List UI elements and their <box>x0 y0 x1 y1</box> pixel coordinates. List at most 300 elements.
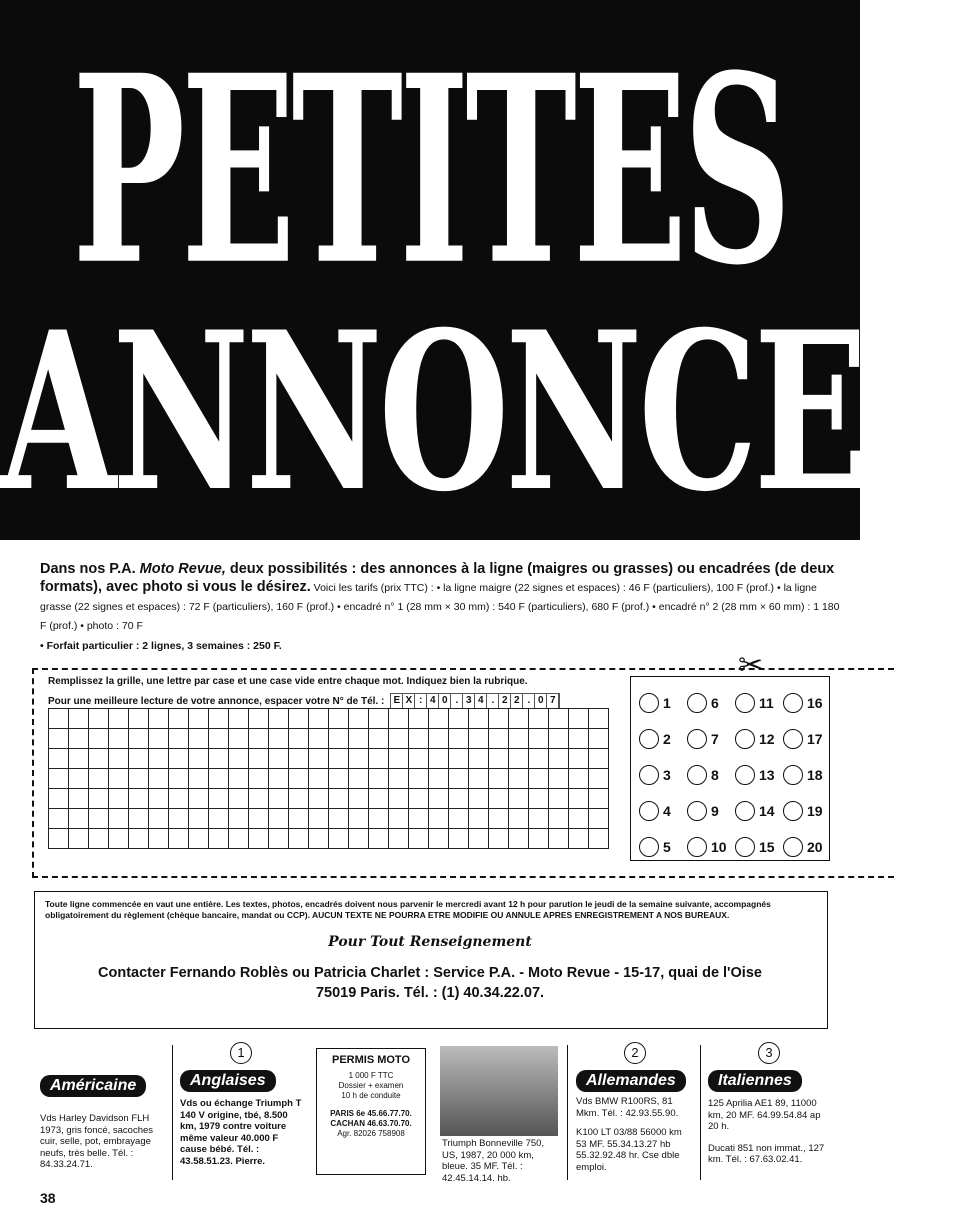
grid-cell[interactable] <box>509 709 529 729</box>
page-number: 38 <box>40 1190 56 1206</box>
grid-cell[interactable] <box>69 709 89 729</box>
rubric-number: 18 <box>807 767 823 783</box>
grid-cell[interactable] <box>549 829 569 849</box>
grid-cell[interactable] <box>349 769 369 789</box>
grid-cell[interactable] <box>449 729 469 749</box>
grid-cell[interactable] <box>509 729 529 749</box>
ad-italiennes-1: 125 Aprilia AE1 89, 11000 km, 20 MF. 64.99.54.84 ap 20 h. <box>708 1098 821 1132</box>
grid-cell[interactable] <box>569 829 589 849</box>
grid-cell[interactable] <box>449 829 469 849</box>
grid-cell[interactable] <box>209 789 229 809</box>
grid-cell[interactable] <box>389 749 409 769</box>
tel-example-char: 3 <box>463 694 475 708</box>
grid-cell[interactable] <box>549 809 569 829</box>
grid-cell[interactable] <box>429 729 449 749</box>
grid-cell[interactable] <box>489 809 509 829</box>
grid-cell[interactable] <box>49 749 69 769</box>
grid-cell[interactable] <box>169 829 189 849</box>
grid-cell[interactable] <box>529 729 549 749</box>
grid-cell[interactable] <box>269 809 289 829</box>
grid-cell[interactable] <box>269 829 289 849</box>
grid-cell[interactable] <box>209 749 229 769</box>
grid-cell[interactable] <box>509 749 529 769</box>
rubric-option[interactable] <box>687 685 735 721</box>
grid-cell[interactable] <box>249 709 269 729</box>
grid-cell[interactable] <box>149 809 169 829</box>
section-number: 1 <box>230 1042 252 1064</box>
grid-cell[interactable] <box>389 809 409 829</box>
grid-cell[interactable] <box>429 749 449 769</box>
form-tel-row <box>48 693 560 709</box>
label-anglaises: Anglaises <box>180 1070 276 1092</box>
grid-cell[interactable] <box>549 709 569 729</box>
hero-title-line2: ANNONCES <box>0 285 968 541</box>
grid-cell[interactable] <box>509 829 529 849</box>
circle-icon <box>735 765 755 785</box>
grid-cell[interactable] <box>129 749 149 769</box>
tel-example-char: 0 <box>439 694 451 708</box>
grid-cell[interactable] <box>209 809 229 829</box>
grid-cell[interactable] <box>489 749 509 769</box>
grid-cell[interactable] <box>209 769 229 789</box>
ad-anglaises: Vds ou échange Triumph T 140 V origine, tbé, 8.500 km, 1979 contre voiture même valeur 40.000 F cause bébé. Tél. : 43.58.51.23. Pierre. <box>180 1098 302 1167</box>
grid-cell[interactable] <box>529 829 549 849</box>
grid-cell[interactable] <box>589 729 609 749</box>
tel-example-char: X <box>403 694 415 708</box>
grid-cell[interactable] <box>89 789 109 809</box>
grid-cell[interactable] <box>369 809 389 829</box>
grid-cell[interactable] <box>189 769 209 789</box>
grid-cell[interactable] <box>429 789 449 809</box>
grid-cell[interactable] <box>289 749 309 769</box>
grid-cell[interactable] <box>249 769 269 789</box>
grid-cell[interactable] <box>349 789 369 809</box>
grid-cell[interactable] <box>329 749 349 769</box>
grid-cell[interactable] <box>469 809 489 829</box>
grid-cell[interactable] <box>189 829 209 849</box>
grid-cell[interactable] <box>469 729 489 749</box>
contact-line1: Contacter Fernando Roblès ou Patricia Charlet : Service P.A. - Moto Revue - 15-17, quai de l'Oise <box>98 965 762 981</box>
grid-cell[interactable] <box>269 789 289 809</box>
grid-cell[interactable] <box>329 709 349 729</box>
grid-cell[interactable] <box>109 769 129 789</box>
grid-cell[interactable] <box>509 789 529 809</box>
grid-cell[interactable] <box>69 809 89 829</box>
grid-cell[interactable] <box>109 789 129 809</box>
tel-example-char: . <box>451 694 463 708</box>
rubric-option[interactable] <box>735 685 783 721</box>
grid-cell[interactable] <box>169 769 189 789</box>
grid-cell[interactable] <box>129 709 149 729</box>
circle-icon <box>639 693 659 713</box>
grid-cell[interactable] <box>189 809 209 829</box>
rubric-number: 7 <box>711 731 719 747</box>
letter-grid[interactable] <box>48 708 609 849</box>
grid-cell[interactable] <box>389 729 409 749</box>
tel-example-char: 7 <box>547 694 559 708</box>
grid-cell[interactable] <box>369 709 389 729</box>
tel-example-char: . <box>523 694 535 708</box>
grid-cell[interactable] <box>89 749 109 769</box>
rubric-number: 11 <box>759 695 774 711</box>
grid-cell[interactable] <box>69 769 89 789</box>
grid-cell[interactable] <box>289 709 309 729</box>
grid-cell[interactable] <box>69 789 89 809</box>
rubric-option[interactable] <box>783 829 831 865</box>
circle-icon <box>735 837 755 857</box>
grid-cell[interactable] <box>269 729 289 749</box>
rubric-number: 17 <box>807 731 823 747</box>
grid-cell[interactable] <box>569 809 589 829</box>
rubric-selector[interactable] <box>630 676 830 861</box>
grid-cell[interactable] <box>309 749 329 769</box>
grid-cell[interactable] <box>409 729 429 749</box>
grid-cell[interactable] <box>449 809 469 829</box>
grid-cell[interactable] <box>149 789 169 809</box>
grid-cell[interactable] <box>309 729 329 749</box>
motorcycle-photo <box>440 1046 558 1136</box>
circle-icon <box>783 837 803 857</box>
form-instruction: Remplissez la grille, une lettre par case et une case vide entre chaque mot. Indiquez bien la rubrique. <box>48 676 528 687</box>
grid-cell[interactable] <box>589 789 609 809</box>
grid-cell[interactable] <box>209 729 229 749</box>
scissors-icon: ✂ <box>738 649 764 682</box>
grid-cell[interactable] <box>469 749 489 769</box>
grid-cell[interactable] <box>49 769 69 789</box>
grid-cell[interactable] <box>329 829 349 849</box>
grid-cell[interactable] <box>209 709 229 729</box>
grid-cell[interactable] <box>249 809 269 829</box>
grid-cell[interactable] <box>369 769 389 789</box>
grid-cell[interactable] <box>489 829 509 849</box>
grid-cell[interactable] <box>109 829 129 849</box>
circle-icon <box>783 729 803 749</box>
grid-cell[interactable] <box>509 769 529 789</box>
grid-cell[interactable] <box>529 789 549 809</box>
rubric-number: 15 <box>759 839 775 855</box>
grid-cell[interactable] <box>329 789 349 809</box>
grid-cell[interactable] <box>289 729 309 749</box>
grid-cell[interactable] <box>389 789 409 809</box>
permis-line3: 10 h de conduite <box>341 1091 401 1100</box>
grid-cell[interactable] <box>49 829 69 849</box>
rubric-number: 6 <box>711 695 719 711</box>
rubric-option[interactable] <box>783 793 831 829</box>
grid-cell[interactable] <box>249 789 269 809</box>
circle-icon <box>783 693 803 713</box>
grid-cell[interactable] <box>129 809 149 829</box>
grid-cell[interactable] <box>489 729 509 749</box>
grid-cell[interactable] <box>549 769 569 789</box>
rubric-option[interactable] <box>735 757 783 793</box>
grid-cell[interactable] <box>369 829 389 849</box>
grid-cell[interactable] <box>49 709 69 729</box>
grid-cell[interactable] <box>469 789 489 809</box>
grid-cell[interactable] <box>569 729 589 749</box>
grid-cell[interactable] <box>129 729 149 749</box>
rubric-number: 10 <box>711 839 727 855</box>
grid-cell[interactable] <box>289 769 309 789</box>
grid-cell[interactable] <box>449 749 469 769</box>
label-americaine: Américaine <box>40 1075 146 1097</box>
permis-phone2: CACHAN 46.63.70.70. <box>330 1119 412 1128</box>
grid-cell[interactable] <box>569 749 589 769</box>
grid-cell[interactable] <box>469 829 489 849</box>
grid-cell[interactable] <box>149 749 169 769</box>
rubric-option[interactable] <box>687 793 735 829</box>
grid-cell[interactable] <box>169 709 189 729</box>
grid-cell[interactable] <box>129 769 149 789</box>
grid-cell[interactable] <box>249 829 269 849</box>
grid-cell[interactable] <box>369 749 389 769</box>
rubric-number: 2 <box>663 731 671 747</box>
grid-cell[interactable] <box>369 789 389 809</box>
rubric-option[interactable] <box>783 685 831 721</box>
grid-cell[interactable] <box>189 709 209 729</box>
rubric-option[interactable] <box>687 757 735 793</box>
grid-cell[interactable] <box>89 829 109 849</box>
permis-phone1: PARIS 6e 45.66.77.70. <box>330 1109 412 1118</box>
grid-cell[interactable] <box>549 729 569 749</box>
grid-cell[interactable] <box>89 809 109 829</box>
circle-icon <box>687 729 707 749</box>
circle-icon <box>735 801 755 821</box>
column-divider <box>567 1045 568 1180</box>
permis-line2: Dossier + examen <box>338 1081 404 1090</box>
grid-cell[interactable] <box>309 769 329 789</box>
rubric-number: 8 <box>711 767 719 783</box>
grid-cell[interactable] <box>169 789 189 809</box>
grid-cell[interactable] <box>229 769 249 789</box>
contact-line2: 75019 Paris. Tél. : (1) 40.34.22.07. <box>315 985 545 1001</box>
grid-cell[interactable] <box>89 709 109 729</box>
hero-title-line1: PETITES <box>72 20 788 323</box>
permis-price: 1 000 F TTC <box>348 1071 394 1080</box>
grid-cell[interactable] <box>509 809 529 829</box>
grid-cell[interactable] <box>549 789 569 809</box>
grid-cell[interactable] <box>269 769 289 789</box>
circle-icon <box>783 801 803 821</box>
grid-cell[interactable] <box>49 809 69 829</box>
grid-cell[interactable] <box>229 749 249 769</box>
grid-cell[interactable] <box>149 769 169 789</box>
rubric-option[interactable] <box>639 829 687 865</box>
grid-cell[interactable] <box>409 749 429 769</box>
grid-cell[interactable] <box>349 729 369 749</box>
column-divider <box>700 1045 701 1180</box>
grid-cell[interactable] <box>129 829 149 849</box>
grid-cell[interactable] <box>429 829 449 849</box>
grid-cell[interactable] <box>309 709 329 729</box>
grid-cell[interactable] <box>149 729 169 749</box>
grid-cell[interactable] <box>529 749 549 769</box>
grid-cell[interactable] <box>149 709 169 729</box>
grid-cell[interactable] <box>169 749 189 769</box>
tel-example-char: 0 <box>535 694 547 708</box>
grid-cell[interactable] <box>289 809 309 829</box>
grid-cell[interactable] <box>549 749 569 769</box>
info-contact <box>0 963 860 1003</box>
grid-cell[interactable] <box>229 789 249 809</box>
grid-cell[interactable] <box>69 729 89 749</box>
circle-icon <box>639 837 659 857</box>
grid-cell[interactable] <box>529 809 549 829</box>
grid-cell[interactable] <box>109 809 129 829</box>
section-number: 2 <box>624 1042 646 1064</box>
tel-example-boxes <box>390 693 560 709</box>
ad-allemandes-1: Vds BMW R100RS, 81 Mkm. Tél. : 42.93.55.90. <box>576 1096 679 1119</box>
grid-cell[interactable] <box>409 829 429 849</box>
grid-cell[interactable] <box>109 749 129 769</box>
grid-cell[interactable] <box>249 729 269 749</box>
rubric-number: 19 <box>807 803 823 819</box>
grid-cell[interactable] <box>449 769 469 789</box>
section-allemandes <box>576 1042 694 1173</box>
ad-americaine: Vds Harley Davidson FLH 1973, gris foncé, sacoches cuir, selle, pot, embrayage neufs, très belle. Tél. : 84.33.24.71. <box>40 1113 154 1170</box>
rubric-number: 5 <box>663 839 671 855</box>
grid-cell[interactable] <box>409 709 429 729</box>
rubric-number: 9 <box>711 803 719 819</box>
rubric-option[interactable] <box>639 757 687 793</box>
grid-cell[interactable] <box>209 829 229 849</box>
rubric-number: 3 <box>663 767 671 783</box>
grid-cell[interactable] <box>189 749 209 769</box>
grid-cell[interactable] <box>189 729 209 749</box>
grid-cell[interactable] <box>309 789 329 809</box>
grid-cell[interactable] <box>589 809 609 829</box>
grid-cell[interactable] <box>469 769 489 789</box>
grid-cell[interactable] <box>289 829 309 849</box>
rubric-number: 12 <box>759 731 775 747</box>
section-anglaises <box>180 1042 302 1167</box>
tel-example-char: : <box>415 694 427 708</box>
grid-cell[interactable] <box>89 729 109 749</box>
grid-cell[interactable] <box>569 769 589 789</box>
grid-cell[interactable] <box>149 829 169 849</box>
grid-cell[interactable] <box>409 789 429 809</box>
grid-cell[interactable] <box>589 769 609 789</box>
tel-example-char: 2 <box>499 694 511 708</box>
grid-cell[interactable] <box>89 769 109 789</box>
ad-italiennes-2: Ducati 851 non immat., 127 km. Tél. : 67.63.02.41. <box>708 1142 825 1165</box>
grid-cell[interactable] <box>309 809 329 829</box>
grid-cell[interactable] <box>389 709 409 729</box>
grid-cell[interactable] <box>409 769 429 789</box>
permis-title: PERMIS MOTO <box>331 1054 411 1066</box>
grid-cell[interactable] <box>269 709 289 729</box>
intro-paragraph <box>40 560 840 635</box>
grid-cell[interactable] <box>229 829 249 849</box>
forfait-line: • Forfait particulier : 2 lignes, 3 semaines : 250 F. <box>40 640 282 652</box>
grid-cell[interactable] <box>249 749 269 769</box>
grid-cell[interactable] <box>349 709 369 729</box>
circle-icon <box>735 693 755 713</box>
grid-cell[interactable] <box>329 729 349 749</box>
grid-cell[interactable] <box>469 709 489 729</box>
grid-cell[interactable] <box>429 769 449 789</box>
grid-cell[interactable] <box>129 789 149 809</box>
tel-example-char: . <box>487 694 499 708</box>
grid-cell[interactable] <box>569 709 589 729</box>
grid-cell[interactable] <box>589 829 609 849</box>
grid-cell[interactable] <box>349 829 369 849</box>
rubric-option[interactable] <box>639 721 687 757</box>
grid-cell[interactable] <box>289 789 309 809</box>
grid-cell[interactable] <box>329 769 349 789</box>
grid-cell[interactable] <box>309 829 329 849</box>
grid-cell[interactable] <box>489 789 509 809</box>
grid-cell[interactable] <box>569 789 589 809</box>
grid-cell[interactable] <box>409 809 429 829</box>
rubric-number: 13 <box>759 767 775 783</box>
grid-cell[interactable] <box>369 729 389 749</box>
grid-cell[interactable] <box>529 709 549 729</box>
grid-cell[interactable] <box>109 709 129 729</box>
grid-cell[interactable] <box>529 769 549 789</box>
rubric-option[interactable] <box>687 721 735 757</box>
grid-cell[interactable] <box>449 789 469 809</box>
grid-cell[interactable] <box>189 789 209 809</box>
grid-cell[interactable] <box>429 709 449 729</box>
circle-icon <box>687 693 707 713</box>
rubric-option[interactable] <box>783 721 831 757</box>
grid-cell[interactable] <box>109 729 129 749</box>
form-tel-label: Pour une meilleure lecture de votre annonce, espacer votre N° de Tél. : <box>48 695 385 707</box>
permis-moto-box <box>316 1048 426 1175</box>
rubric-option[interactable] <box>735 829 783 865</box>
rubric-option[interactable] <box>639 793 687 829</box>
grid-cell[interactable] <box>589 749 609 769</box>
tel-example-char: E <box>391 694 403 708</box>
grid-cell[interactable] <box>229 729 249 749</box>
grid-cell[interactable] <box>589 709 609 729</box>
rubric-option[interactable] <box>639 685 687 721</box>
ad-photo: Triumph Bonneville 750, US, 1987, 20 000 km, bleue. 35 MF. Tél. : 42.45.14.14. hb. <box>442 1138 545 1184</box>
rubric-option[interactable] <box>735 721 783 757</box>
grid-cell[interactable] <box>269 749 289 769</box>
grid-cell[interactable] <box>349 809 369 829</box>
grid-cell[interactable] <box>169 729 189 749</box>
grid-cell[interactable] <box>69 829 89 849</box>
circle-icon <box>783 765 803 785</box>
hero-banner <box>0 0 968 541</box>
circle-icon <box>639 765 659 785</box>
rubric-option[interactable] <box>783 757 831 793</box>
grid-cell[interactable] <box>349 749 369 769</box>
grid-cell[interactable] <box>169 809 189 829</box>
grid-cell[interactable] <box>69 749 89 769</box>
section-americaine <box>40 1075 162 1171</box>
rubric-option[interactable] <box>687 829 735 865</box>
grid-cell[interactable] <box>429 809 449 829</box>
grid-cell[interactable] <box>329 809 349 829</box>
grid-cell[interactable] <box>389 829 409 849</box>
grid-cell[interactable] <box>229 809 249 829</box>
grid-cell[interactable] <box>489 769 509 789</box>
circle-icon <box>735 729 755 749</box>
grid-cell[interactable] <box>489 709 509 729</box>
circle-icon <box>687 765 707 785</box>
grid-cell[interactable] <box>49 729 69 749</box>
grid-cell[interactable] <box>49 789 69 809</box>
info-script-heading: Pour Tout Renseignement <box>328 934 532 950</box>
rubric-number: 20 <box>807 839 823 855</box>
rubric-option[interactable] <box>735 793 783 829</box>
circle-icon <box>687 837 707 857</box>
grid-cell[interactable] <box>389 769 409 789</box>
grid-cell[interactable] <box>449 709 469 729</box>
grid-cell[interactable] <box>229 709 249 729</box>
